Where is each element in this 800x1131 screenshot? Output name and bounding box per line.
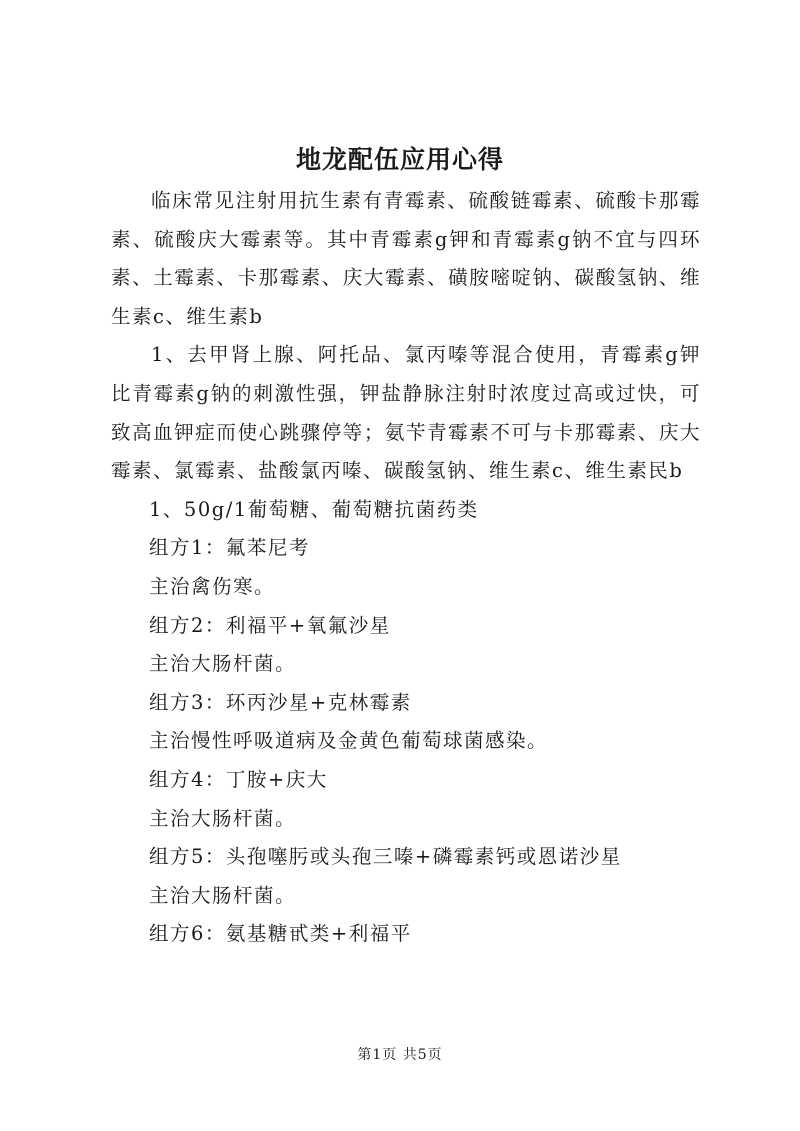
text-line: 主治禽伤寒。 [149, 574, 276, 598]
document-title: 地龙配伍应用心得 [295, 145, 504, 174]
paragraph-1: 临床常见注射用抗生素有青霉素、硫酸链霉素、硫酸卡那霉素、硫酸庆大霉素等。其中青霉素g钾和青霉素g钠不宜与四环素、土霉素、卡那霉素、庆大霉素、磺胺嘧啶钠、碳酸氢钠、维生素c、维生素b [111, 189, 701, 328]
text-line: 组方1：氟苯尼考 [149, 536, 310, 560]
text-line: 1、50g/1葡萄糖、葡萄糖抗菌药类 [149, 497, 479, 521]
text-line: 组方5：头孢噻肟或头孢三嗪+磷霉素钙或恩诺沙星 [149, 845, 622, 869]
text-line: 组方2：利福平+氧氟沙星 [149, 613, 391, 637]
text-line: 主治慢性呼吸道病及金黄色葡萄球菌感染。 [149, 729, 549, 753]
text-line: 组方3：环丙沙星+克林霉素 [149, 690, 412, 714]
paragraph-2: 1、去甲肾上腺、阿托品、氯丙嗪等混合使用，青霉素g钾比青霉素g钠的刺激性强，钾盐静脉注射时浓度过高或过快，可致高血钾症而使心跳骤停等；氨苄青霉素不可与卡那霉素、庆大霉素、氯霉素、盐酸氯丙嗪、碳酸氢钠、维生素c、维生素民b [111, 343, 701, 483]
text-line: 主治大肠杆菌。 [149, 652, 297, 676]
text-line: 组方6：氨基糖甙类+利福平 [149, 922, 412, 946]
text-line: 组方4：丁胺+庆大 [149, 767, 328, 791]
text-line: 主治大肠杆菌。 [149, 806, 297, 830]
document-body [111, 182, 701, 954]
text-line: 主治大肠杆菌。 [149, 883, 297, 907]
page-footer: 第1页 共5页 [357, 1047, 443, 1063]
